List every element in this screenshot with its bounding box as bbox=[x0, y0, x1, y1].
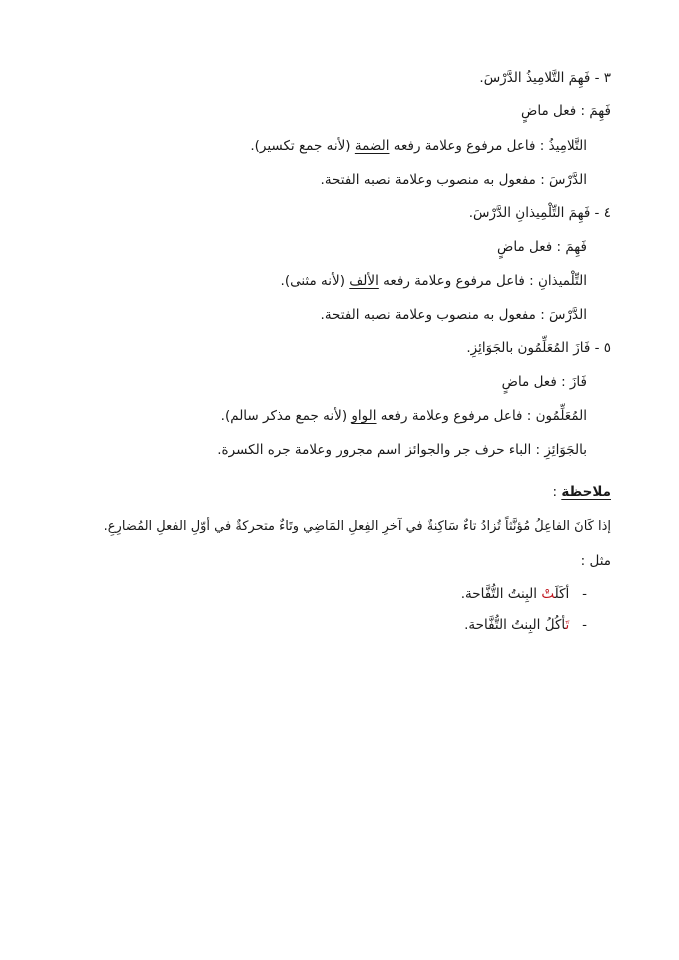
parse-subject-5-main: المُعَلِّمُون : فاعل مرفوع وعلامة رفعه bbox=[376, 408, 587, 424]
example-2-dash: - bbox=[582, 617, 587, 633]
example-2-rest: أكُلُ البِنتُ التُّفَّاحة. bbox=[464, 617, 566, 633]
parse-subject-4-main: التِّلْميذانِ : فاعل مرفوع وعلامة رفعه bbox=[378, 273, 587, 289]
parse-verb-4: فَهِمَ : فعل ماضٍ bbox=[497, 239, 587, 255]
example-1-verb: أكَلَ bbox=[554, 586, 570, 602]
parse-prep-phrase-5: بالجَوَائِزِ : الباء حرف جر والجوائز اسم مجرور وعلامة جره الكسرة. bbox=[217, 442, 587, 458]
note-example-1 bbox=[461, 584, 587, 604]
parse-subject-3 bbox=[250, 136, 587, 156]
parse-subject-3-main: التَّلامِيذُ : فاعل مرفوع وعلامة رفعه bbox=[389, 138, 587, 154]
note-title: ملاحظة bbox=[561, 484, 611, 500]
parse-verb-3: فَهِمَ : فعل ماضٍ bbox=[521, 103, 611, 119]
example-1-dash: - bbox=[582, 586, 587, 602]
example-2-ta-mark: تَ bbox=[565, 617, 570, 633]
parse-subject-4 bbox=[281, 271, 587, 291]
note-colon: : bbox=[552, 484, 562, 500]
parse-subject-3-mark: الضمة bbox=[354, 138, 390, 154]
example-5-sentence: ٥ - فَازَ المُعَلِّمُون بالجَوَائِزِ. bbox=[466, 340, 611, 356]
note-body: إذا كَانَ الفاعِلُ مُؤنَّثاً تُزادُ تاءٌ سَاكِنةٌ في آخرِ الفِعلِ المَاضِي وتَاءٌ متحركةٌ في أوّلِ الفعلِ المُضارِعِ. bbox=[103, 519, 611, 534]
parse-subject-4-reason: (لأنه مثنى). bbox=[280, 273, 350, 289]
parse-subject-5 bbox=[221, 406, 587, 426]
note-example-2 bbox=[464, 615, 587, 635]
example-1-rest: البِنتُ التُّفَّاحة. bbox=[460, 586, 542, 602]
parse-subject-4-mark: الألف bbox=[349, 273, 379, 289]
example-1-ta-mark: تْ bbox=[541, 586, 555, 602]
parse-subject-5-reason: (لأنه جمع مذكر سالم). bbox=[220, 408, 352, 424]
parse-object-4: الدَّرْسَ : مفعول به منصوب وعلامة نصبه الفتحة. bbox=[320, 307, 587, 323]
example-3-sentence: ٣ - فَهِمَ التَّلامِيذُ الدَّرْسَ. bbox=[479, 70, 611, 86]
parse-subject-5-mark: الواو bbox=[351, 408, 377, 424]
note-heading bbox=[552, 482, 611, 502]
parse-object-3: الدَّرْسَ : مفعول به منصوب وعلامة نصبه الفتحة. bbox=[320, 172, 587, 188]
parse-verb-5: فَازَ : فعل ماضٍ bbox=[501, 374, 587, 390]
example-4-sentence: ٤ - فَهِمَ التِّلْمِيذانِ الدَّرْسَ. bbox=[468, 205, 611, 221]
example-label: مثل : bbox=[580, 553, 611, 569]
parse-subject-3-reason: (لأنه جمع تكسير). bbox=[250, 138, 355, 154]
